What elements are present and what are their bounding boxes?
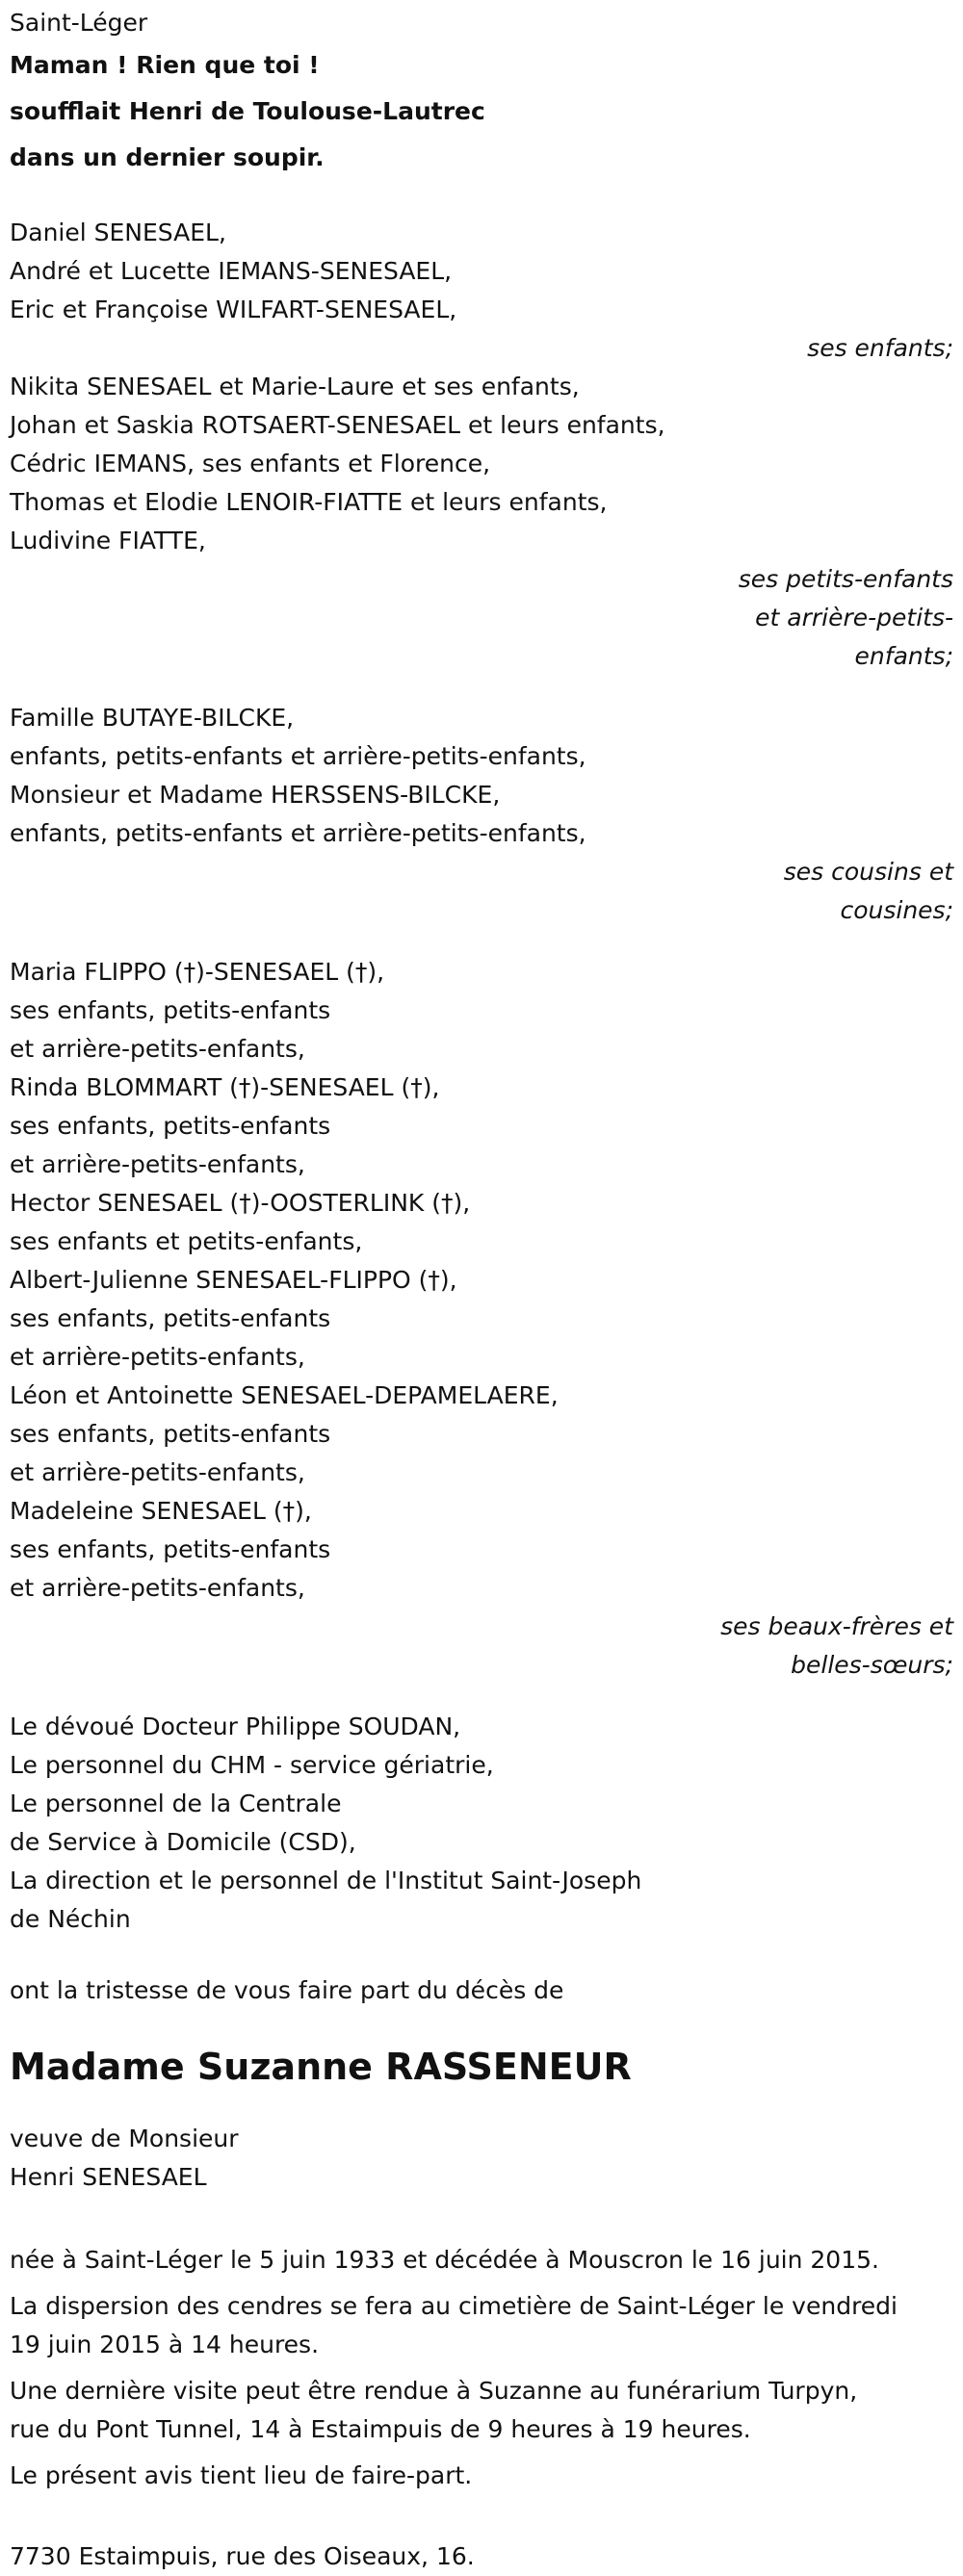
family-line: ses enfants et petits-enfants, <box>10 1227 363 1255</box>
family-line: et arrière-petits-enfants, <box>10 1150 305 1178</box>
quote-line: dans un dernier soupir. <box>10 143 325 171</box>
family-line: Madeleine SENESAEL (†), <box>10 1497 312 1525</box>
relation-label: et arrière-petits- <box>755 604 953 631</box>
grandchildren-section <box>10 368 953 676</box>
family-line: Johan et Saskia ROTSAERT-SENESAEL et leurs enfants, <box>10 411 665 439</box>
family-line: Nikita SENESAEL et Marie-Laure et ses enfants, <box>10 373 580 400</box>
relation-label: ses petits-enfants <box>738 565 953 593</box>
address: 7730 Estaimpuis, rue des Oiseaux, 16. <box>10 2542 475 2570</box>
family-line: Famille BUTAYE-BILCKE, <box>10 704 295 732</box>
quote-line: soufflait Henri de Toulouse-Lautrec <box>10 97 485 125</box>
family-line: Daniel SENESAEL, <box>10 219 226 246</box>
family-line: Ludivine FIATTE, <box>10 527 206 554</box>
carer-line: Le dévoué Docteur Philippe SOUDAN, <box>10 1713 461 1740</box>
widow-line: Henri SENESAEL <box>10 2163 207 2191</box>
location: Saint-Léger <box>10 9 148 37</box>
carer-line: Le personnel du CHM - service gériatrie, <box>10 1751 494 1779</box>
children-section <box>10 214 953 368</box>
family-line: enfants, petits-enfants et arrière-petits-enfants, <box>10 819 586 847</box>
family-line: et arrière-petits-enfants, <box>10 1574 305 1602</box>
family-line: et arrière-petits-enfants, <box>10 1458 305 1486</box>
family-line: Monsieur et Madame HERSSENS-BILCKE, <box>10 781 501 809</box>
carer-line: de Néchin <box>10 1905 131 1933</box>
details-line: Le présent avis tient lieu de faire-part. <box>10 2461 473 2489</box>
family-line: Albert-Julienne SENESAEL-FLIPPO (†), <box>10 1266 457 1294</box>
details-line: rue du Pont Tunnel, 14 à Estaimpuis de 9 heures à 19 heures. <box>10 2415 751 2443</box>
details-line: née à Saint-Léger le 5 juin 1933 et décédée à Mouscron le 16 juin 2015. <box>10 2246 879 2274</box>
relation-label: cousines; <box>840 896 953 924</box>
obituary-content <box>10 4 953 2576</box>
deceased-name: Madame Suzanne RASSENEUR <box>10 2046 632 2088</box>
relation-label: ses enfants; <box>807 334 953 362</box>
relation-label: ses cousins et <box>783 858 953 886</box>
family-line: ses enfants, petits-enfants <box>10 1535 331 1563</box>
family-line: Maria FLIPPO (†)-SENESAEL (†), <box>10 958 385 986</box>
details-line: Une dernière visite peut être rendue à Suzanne au funérarium Turpyn, <box>10 2377 858 2405</box>
relation-label: enfants; <box>854 642 953 670</box>
details-paragraph <box>10 2287 953 2364</box>
widow-section <box>10 2120 953 2197</box>
relation-label: belles-sœurs; <box>791 1651 953 1679</box>
quote <box>10 42 953 181</box>
family-line: André et Lucette IEMANS-SENESAEL, <box>10 257 453 285</box>
family-line: Rinda BLOMMART (†)-SENESAEL (†), <box>10 1073 440 1101</box>
carers-section <box>10 1708 953 1939</box>
details-paragraph <box>10 2241 953 2280</box>
family-line: ses enfants, petits-enfants <box>10 1420 331 1448</box>
family-line: Thomas et Elodie LENOIR-FIATTE et leurs enfants, <box>10 488 608 516</box>
obituary-page <box>0 4 963 2570</box>
quote-line: Maman ! Rien que toi ! <box>10 51 320 79</box>
details-section <box>10 2241 953 2495</box>
relation-label: ses beaux-frères et <box>720 1612 953 1640</box>
inlaws-section <box>10 953 953 1685</box>
family-line: Eric et Françoise WILFART-SENESAEL, <box>10 296 457 323</box>
details-paragraph <box>10 2372 953 2449</box>
family-line: enfants, petits-enfants et arrière-petits-enfants, <box>10 742 586 770</box>
widow-line: veuve de Monsieur <box>10 2125 239 2152</box>
family-line: Léon et Antoinette SENESAEL-DEPAMELAERE, <box>10 1381 559 1409</box>
carer-line: Le personnel de la Centrale <box>10 1790 342 1817</box>
family-line: Hector SENESAEL (†)-OOSTERLINK (†), <box>10 1189 471 1217</box>
details-line: La dispersion des cendres se fera au cimetière de Saint-Léger le vendredi <box>10 2292 898 2320</box>
cousins-section <box>10 699 953 930</box>
carer-line: de Service à Domicile (CSD), <box>10 1828 356 1856</box>
family-line: ses enfants, petits-enfants <box>10 1304 331 1332</box>
family-line: ses enfants, petits-enfants <box>10 996 331 1024</box>
details-paragraph <box>10 2457 953 2495</box>
family-line: Cédric IEMANS, ses enfants et Florence, <box>10 450 491 477</box>
family-line: et arrière-petits-enfants, <box>10 1343 305 1371</box>
family-line: ses enfants, petits-enfants <box>10 1112 331 1140</box>
details-line: 19 juin 2015 à 14 heures. <box>10 2331 320 2358</box>
carer-line: La direction et le personnel de l'Institut Saint-Joseph <box>10 1867 642 1894</box>
announcement: ont la tristesse de vous faire part du décès de <box>10 1976 564 2004</box>
family-line: et arrière-petits-enfants, <box>10 1035 305 1063</box>
